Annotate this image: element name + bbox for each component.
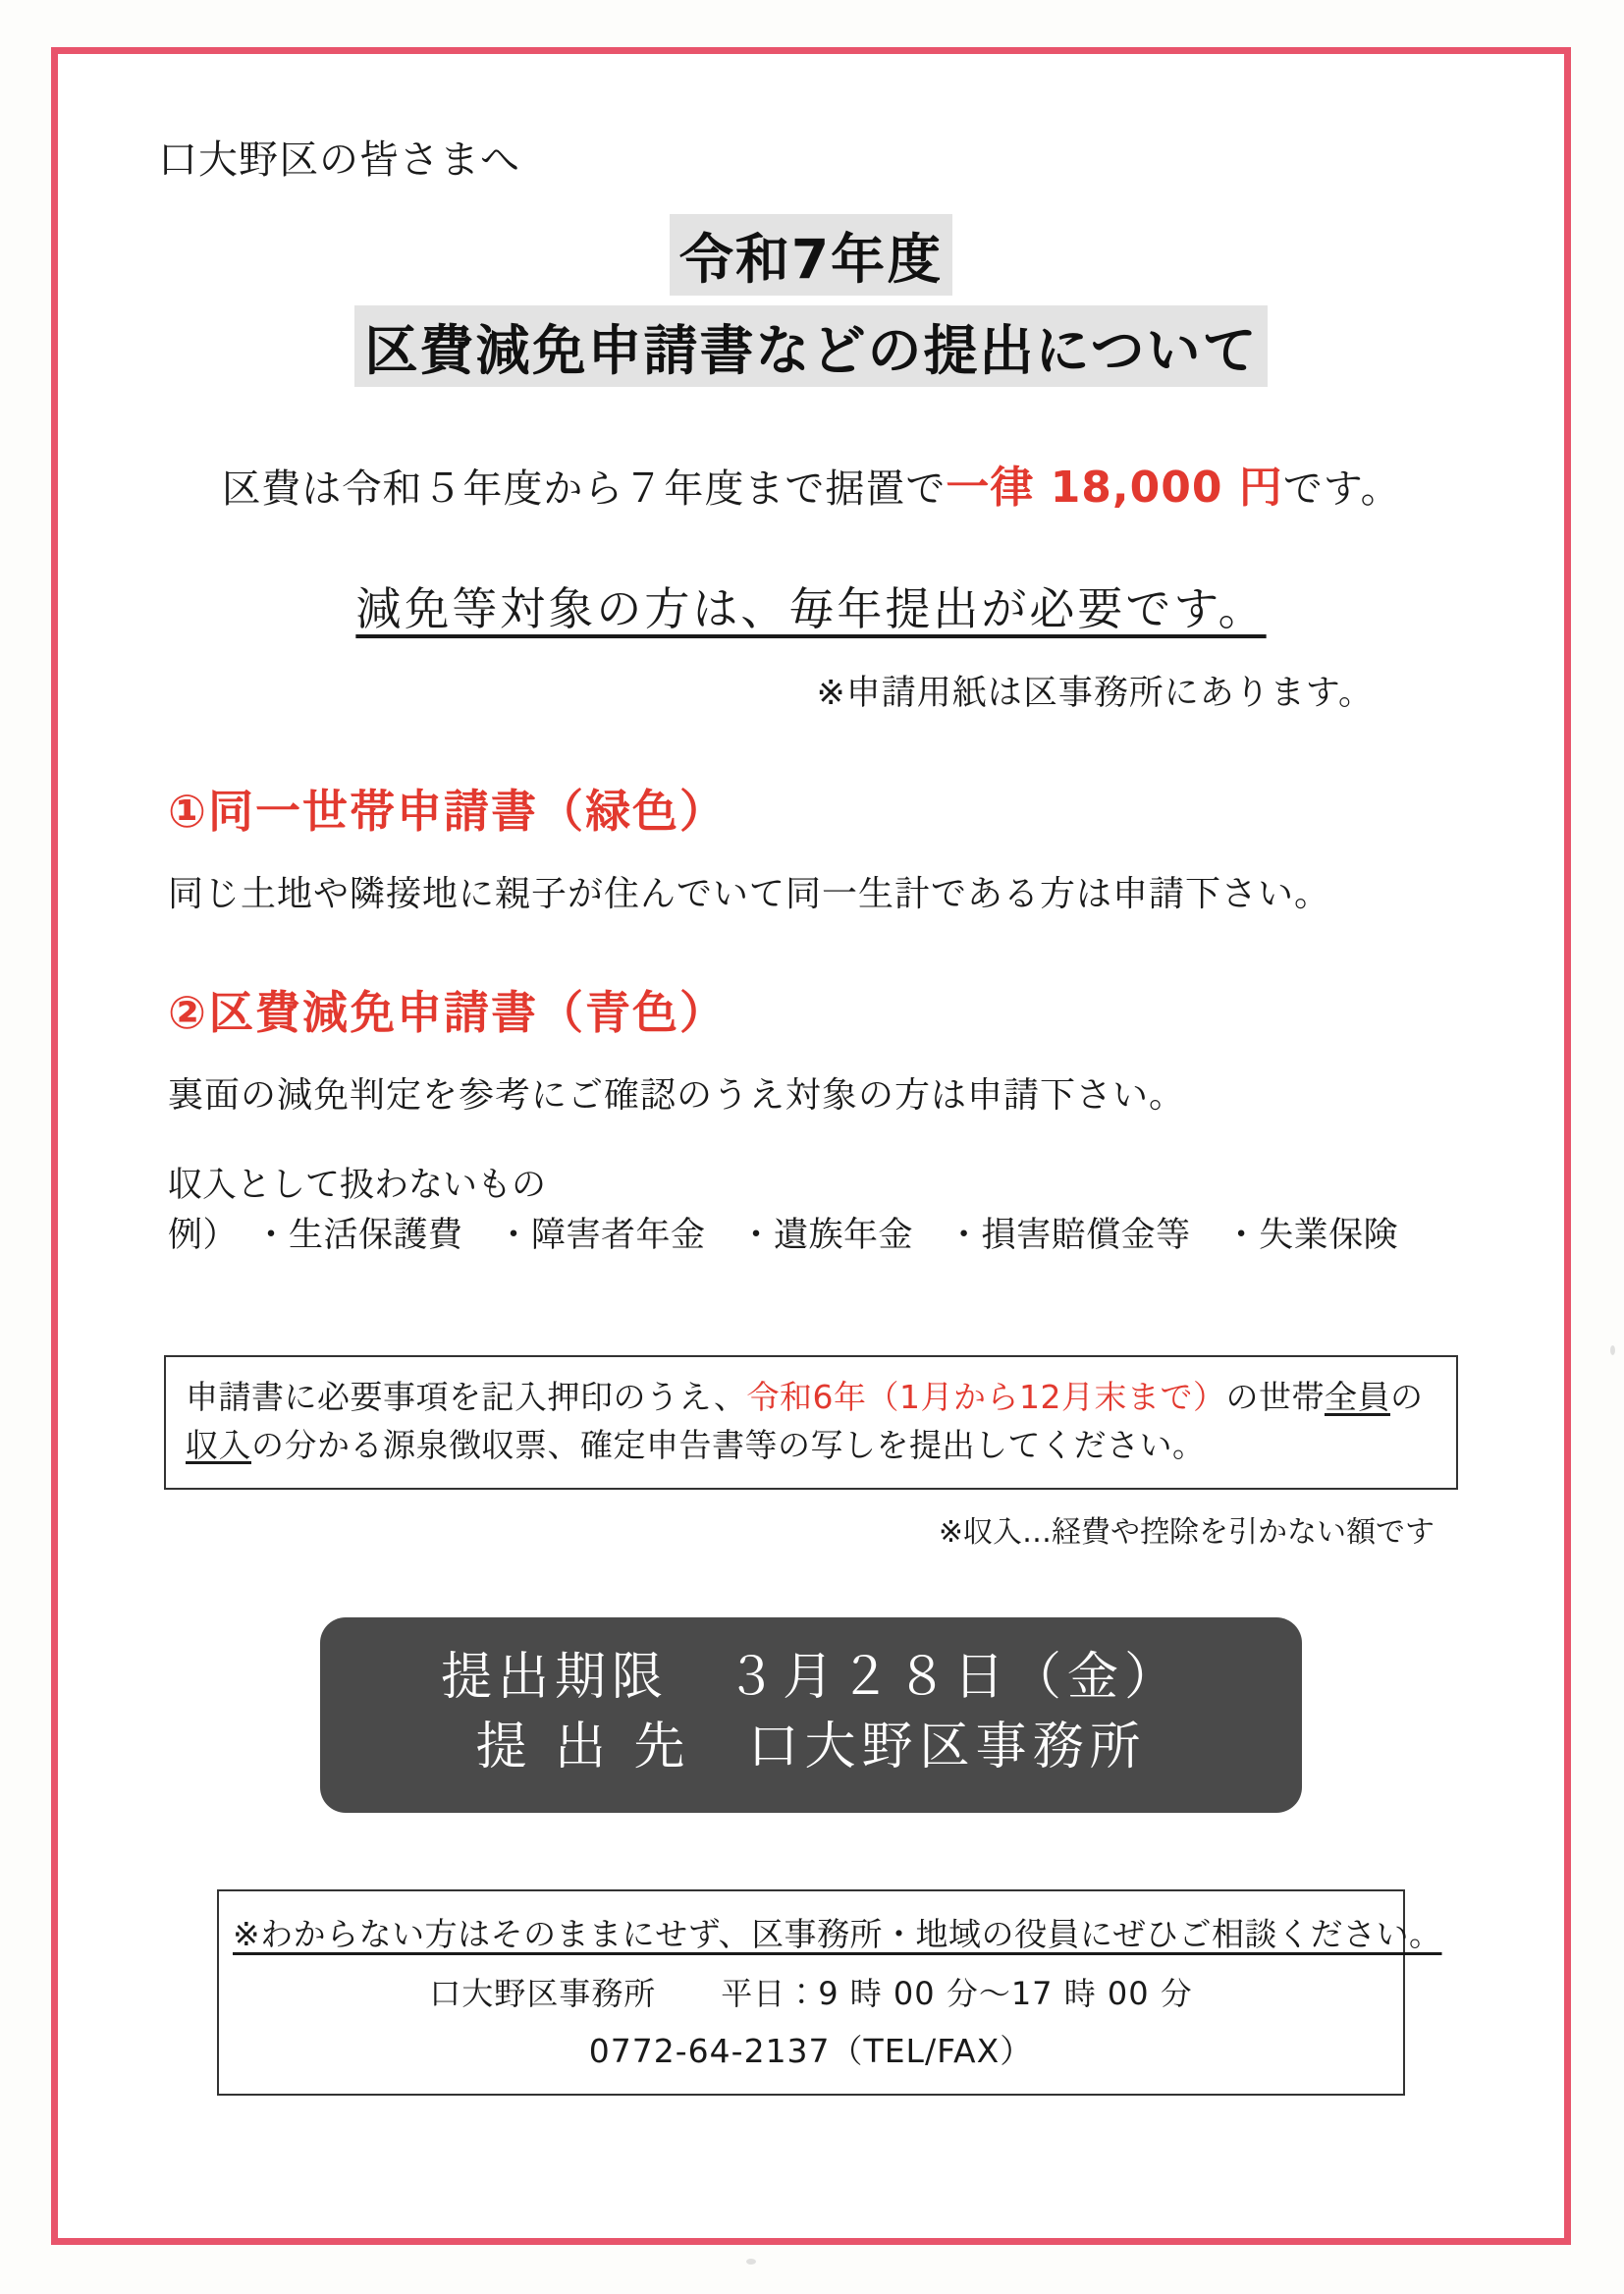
income-example-2: ・遺族年金 (738, 1215, 914, 1255)
flyer-content (58, 54, 1564, 2238)
annual-submission-notice: 減免等対象の方は、毎年提出が必要です。 (355, 582, 1267, 635)
submission-place-line: 提 出 先 口大野区事務所 (475, 1718, 1147, 1777)
box-text-part1: 申請書に必要事項を記入押印のうえ、 (186, 1377, 747, 1416)
income-exclusions-label: 収入として扱わないもの (168, 1166, 547, 1205)
addressee-line: 口大野区の皆さまへ (158, 137, 520, 183)
title-line-1: 令和7年度 (670, 214, 952, 296)
flyer-border-frame (51, 47, 1571, 2245)
fee-lead-sentence (111, 452, 1511, 515)
income-exclusions-examples (168, 1211, 1511, 1261)
contact-telephone: 0772-64-2137（TEL/FAX） (588, 2032, 1034, 2070)
income-example-1: ・障害者年金 (496, 1215, 706, 1255)
fee-amount-highlight: 一律 18,000 円 (946, 463, 1283, 513)
box-text-part2: の世帯 (1225, 1377, 1325, 1416)
deadline-banner (320, 1617, 1302, 1814)
section-body-2: 裏面の減免判定を参考にご確認のうえ対象の方は申請下さい。 (168, 1075, 1186, 1116)
box-underline-all: 全員 (1324, 1377, 1390, 1416)
contact-box (217, 1889, 1442, 2096)
deadline-line: 提出期限 ３月２８日（金） (440, 1647, 1181, 1707)
income-examples-prefix: 例） (168, 1215, 221, 1255)
box-text-part4: の分かる源泉徴収票、確定申告書等の写しを提出してください。 (251, 1426, 1206, 1464)
income-example-4: ・失業保険 (1223, 1215, 1399, 1255)
section-fee-reduction (111, 977, 1511, 1118)
section-heading-1: ①同一世帯申請書（緑色） (168, 785, 727, 838)
scan-speck (1610, 1345, 1615, 1355)
income-example-0: ・生活保護費 (253, 1215, 463, 1255)
box-text-part3: の (1389, 1377, 1424, 1416)
income-exclusions (111, 1161, 1511, 1261)
fee-lead-prefix: 区費は令和５年度から７年度まで据置で (221, 466, 947, 512)
fee-lead-suffix: です。 (1282, 466, 1401, 512)
contact-heading: ※わからない方はそのままにせず、区事務所・地域の役員にぜひご相談ください。 (233, 1915, 1442, 1953)
form-availability-note: ※申請用紙は区事務所にあります。 (816, 674, 1374, 713)
section-heading-2: ②区費減免申請書（青色） (168, 986, 727, 1039)
section-body-1: 同じ土地や隣接地に親子が住んでいて同一生計である方は申請下さい。 (168, 874, 1331, 914)
box-underline-income: 収入 (186, 1426, 251, 1464)
title-line-2: 区費減免申請書などの提出について (354, 305, 1269, 387)
income-example-3: ・損害賠償金等 (947, 1215, 1191, 1255)
submission-requirements-box (164, 1355, 1458, 1490)
contact-office-hours: 口大野区事務所 平日：9 時 00 分～17 時 00 分 (429, 1975, 1193, 2012)
income-definition-note: ※収入…経費や控除を引かない額です (938, 1514, 1435, 1550)
section-same-household (111, 776, 1511, 916)
scan-speck (746, 2259, 756, 2265)
box-period-highlight: 令和6年（1月から12月末まで） (746, 1377, 1226, 1416)
title-block (111, 214, 1511, 387)
